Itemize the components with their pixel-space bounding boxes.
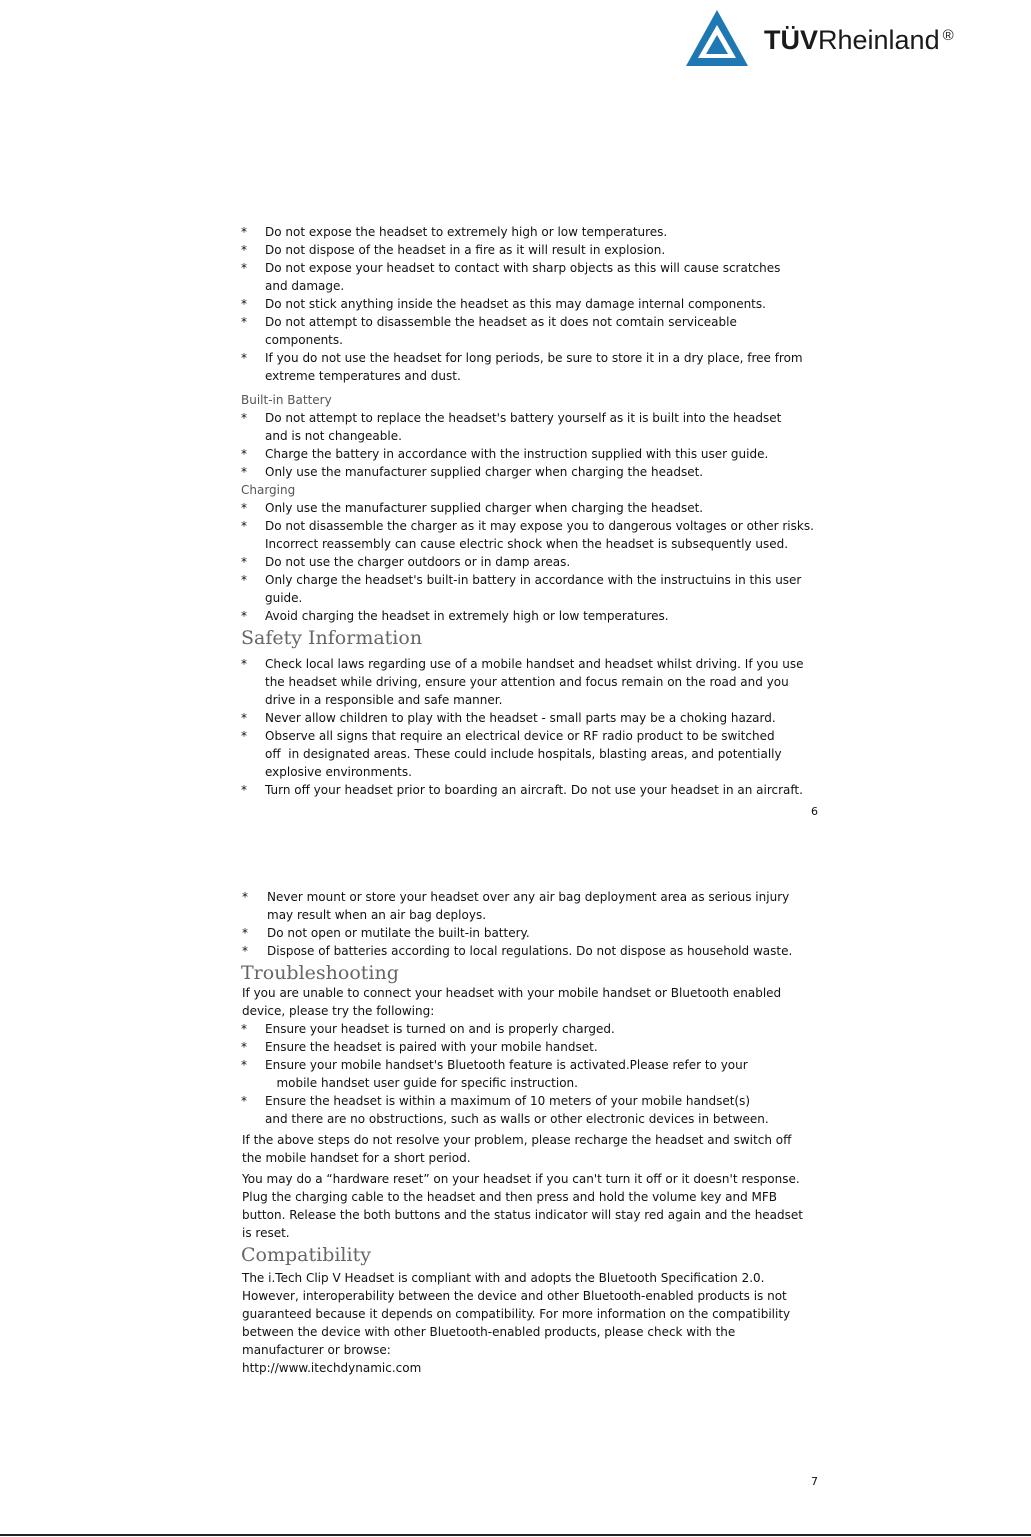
paragraph-line: between the device with other Bluetooth-enabled products, please check with the <box>242 1325 736 1339</box>
list-item <box>0 1092 835 1110</box>
bullet-star-icon: * <box>241 465 247 479</box>
paragraph-line: button. Release the both buttons and the status indicator will stay red again and the headset <box>242 1208 803 1222</box>
list-item-line: mobile handset user guide for specific instruction. <box>265 1076 578 1090</box>
bullet-star-icon: * <box>241 519 247 533</box>
list-item-line: the headset while driving, ensure your attention and focus remain on the road and you <box>265 675 789 689</box>
list-item-line: If you do not use the headset for long periods, be sure to store it in a dry place, free from <box>265 351 803 365</box>
general-precautions-list <box>0 223 1031 385</box>
list-item-line: Check local laws regarding use of a mobile handset and headset whilst driving. If you use <box>265 657 804 671</box>
list-item-line: Only use the manufacturer supplied charger when charging the headset. <box>265 465 704 479</box>
logo-brand-bold: TÜV <box>764 25 818 55</box>
paragraph-line: is reset. <box>242 1226 290 1240</box>
list-item <box>0 409 835 445</box>
compatibility-heading: Compatibility <box>241 1244 371 1266</box>
logo-brand-regular: Rheinland <box>818 25 940 55</box>
recharge-paragraph <box>242 1131 832 1167</box>
bullet-star-icon: * <box>241 729 247 743</box>
page-number-6: 6 <box>811 805 818 818</box>
bullet-list <box>0 655 1031 799</box>
list-item-line: Ensure the headset is within a maximum of 10 meters of your mobile handset(s) <box>265 1094 751 1108</box>
list-item <box>0 313 835 349</box>
list-item <box>0 259 835 295</box>
list-item-line: explosive environments. <box>265 765 412 779</box>
bullet-star-icon: * <box>241 447 247 461</box>
list-item-line: Turn off your headset prior to boarding an aircraft. Do not use your headset in an aircraft. <box>265 783 803 797</box>
list-item-line: and is not changeable. <box>265 429 402 443</box>
list-item-line: Do not stick anything inside the headset as this may damage internal components. <box>265 297 766 311</box>
list-item <box>0 295 835 313</box>
list-item <box>0 517 835 553</box>
list-item <box>0 709 835 727</box>
list-item-line: drive in a responsible and safe manner. <box>265 693 503 707</box>
charging-heading: Charging <box>241 483 296 497</box>
bullet-star-icon: * <box>241 225 247 239</box>
list-item <box>0 655 835 709</box>
triangle-logo-icon <box>684 8 750 68</box>
list-item-line: Only use the manufacturer supplied charger when charging the headset. <box>265 501 704 515</box>
list-item-line: Observe all signs that require an electrical device or RF radio product to be switched <box>265 729 775 743</box>
list-item-line: Do not open or mutilate the built-in battery. <box>267 926 530 940</box>
bullet-star-icon: * <box>241 501 247 515</box>
bullet-star-icon: * <box>241 1094 247 1108</box>
bullet-star-icon: * <box>241 1040 247 1054</box>
charging-list <box>0 499 1031 625</box>
list-item-line: Never allow children to play with the headset - small parts may be a choking hazard. <box>265 711 776 725</box>
bullet-list <box>0 499 1031 625</box>
bottom-divider <box>0 1534 1031 1536</box>
list-item <box>0 445 835 463</box>
list-item <box>0 463 835 481</box>
compatibility-paragraph <box>242 1269 832 1359</box>
list-item-line: Charge the battery in accordance with the instruction supplied with this user guide. <box>265 447 769 461</box>
list-item-line: guide. <box>265 591 303 605</box>
website-url[interactable]: http://www.itechdynamic.com <box>242 1361 422 1375</box>
list-item <box>0 349 835 385</box>
bullet-star-icon: * <box>241 555 247 569</box>
list-item-line: Do not disassemble the charger as it may expose you to dangerous voltages or other risks. <box>265 519 814 533</box>
troubleshooting-list <box>0 1020 1031 1110</box>
paragraph-line: You may do a “hardware reset” on your headset if you can't turn it off or it doesn't response. <box>242 1172 800 1186</box>
bullet-star-icon: * <box>241 261 247 275</box>
list-item-line: Do not expose your headset to contact with sharp objects as this will cause scratches <box>265 261 781 275</box>
bullet-star-icon: * <box>242 926 248 940</box>
list-item-line: Do not attempt to replace the headset's battery yourself as it is built into the headset <box>265 411 782 425</box>
bullet-list <box>0 1020 1031 1110</box>
list-item-line: components. <box>265 333 343 347</box>
page-number-7: 7 <box>811 1475 818 1488</box>
list-item-line: Do not dispose of the headset in a fire as it will result in explosion. <box>265 243 666 257</box>
troubleshooting-after-text: and there are no obstructions, such as walls or other electronic devices in between. <box>265 1112 769 1126</box>
list-item <box>0 1020 835 1038</box>
list-item <box>0 942 837 960</box>
paragraph-line: If you are unable to connect your headset with your mobile handset or Bluetooth enabled <box>242 986 782 1000</box>
paragraph-line: The i.Tech Clip V Headset is compliant with and adopts the Bluetooth Specification 2.0. <box>242 1271 765 1285</box>
paragraph-line: guaranteed because it depends on compatibility. For more information on the compatibility <box>242 1307 791 1321</box>
list-item <box>0 1038 835 1056</box>
paragraph-line: Plug the charging cable to the headset and then press and hold the volume key and MFB <box>242 1190 778 1204</box>
paragraph-line: the mobile handset for a short period. <box>242 1151 471 1165</box>
bullet-star-icon: * <box>241 315 247 329</box>
list-item-line: Do not expose the headset to extremely high or low temperatures. <box>265 225 668 239</box>
list-item <box>0 888 837 924</box>
registered-mark: ® <box>942 27 954 44</box>
list-item <box>0 727 835 781</box>
paragraph-line: However, interoperability between the device and other Bluetooth-enabled products is not <box>242 1289 787 1303</box>
bullet-star-icon: * <box>241 1058 247 1072</box>
list-item <box>0 241 835 259</box>
battery-list <box>0 409 1031 481</box>
list-item <box>0 223 835 241</box>
list-item <box>0 553 835 571</box>
list-item <box>0 499 835 517</box>
paragraph-line: manufacturer or browse: <box>242 1343 391 1357</box>
bullet-star-icon: * <box>242 944 248 958</box>
bullet-list <box>0 888 1031 960</box>
bullet-list <box>0 223 1031 385</box>
list-item <box>0 1056 835 1092</box>
safety-information-heading: Safety Information <box>241 627 423 649</box>
list-item <box>0 924 837 942</box>
bullet-star-icon: * <box>241 783 247 797</box>
logo-wordmark <box>764 25 954 55</box>
list-item-line: and damage. <box>265 279 345 293</box>
list-item-line: Incorrect reassembly can cause electric shock when the headset is subsequently used. <box>265 537 789 551</box>
troubleshooting-heading: Troubleshooting <box>241 962 399 984</box>
bullet-star-icon: * <box>241 351 247 365</box>
paragraph-line: If the above steps do not resolve your problem, please recharge the headset and switch off <box>242 1133 792 1147</box>
list-item-line: Avoid charging the headset in extremely high or low temperatures. <box>265 609 669 623</box>
list-item-line: Ensure your headset is turned on and is properly charged. <box>265 1022 615 1036</box>
bullet-star-icon: * <box>241 297 247 311</box>
list-item-line: Do not use the charger outdoors or in damp areas. <box>265 555 571 569</box>
list-item <box>0 781 835 799</box>
reset-paragraph <box>242 1170 832 1242</box>
bullet-star-icon: * <box>241 609 247 623</box>
bullet-star-icon: * <box>241 657 247 671</box>
list-item-line: may result when an air bag deploys. <box>267 908 487 922</box>
list-item-line: Only charge the headset's built-in battery in accordance with the instructuins in this user <box>265 573 802 587</box>
safety-list <box>0 655 1031 799</box>
list-item-line: Dispose of batteries according to local regulations. Do not dispose as household waste. <box>267 944 793 958</box>
list-item-line: extreme temperatures and dust. <box>265 369 461 383</box>
paragraph-line: device, please try the following: <box>242 1004 435 1018</box>
list-item-line: Never mount or store your headset over any air bag deployment area as serious injury <box>267 890 790 904</box>
bullet-star-icon: * <box>242 890 248 904</box>
list-item <box>0 607 835 625</box>
list-item-line: Ensure the headset is paired with your mobile handset. <box>265 1040 598 1054</box>
list-item-line: Ensure your mobile handset's Bluetooth feature is activated.Please refer to your <box>265 1058 748 1072</box>
battery-heading: Built-in Battery <box>241 393 332 407</box>
bullet-star-icon: * <box>241 1022 247 1036</box>
list-item-line: off in designated areas. These could include hospitals, blasting areas, and potentially <box>265 747 782 761</box>
list-item <box>0 571 835 607</box>
bullet-star-icon: * <box>241 573 247 587</box>
list-item-line: Do not attempt to disassemble the headset as it does not comtain serviceable <box>265 315 737 329</box>
bullet-star-icon: * <box>241 711 247 725</box>
tuv-rheinland-logo <box>684 8 1014 68</box>
safety-continued-list <box>0 888 1031 960</box>
bullet-star-icon: * <box>241 411 247 425</box>
bullet-star-icon: * <box>241 243 247 257</box>
bullet-list <box>0 409 1031 481</box>
troubleshooting-intro <box>242 984 832 1020</box>
